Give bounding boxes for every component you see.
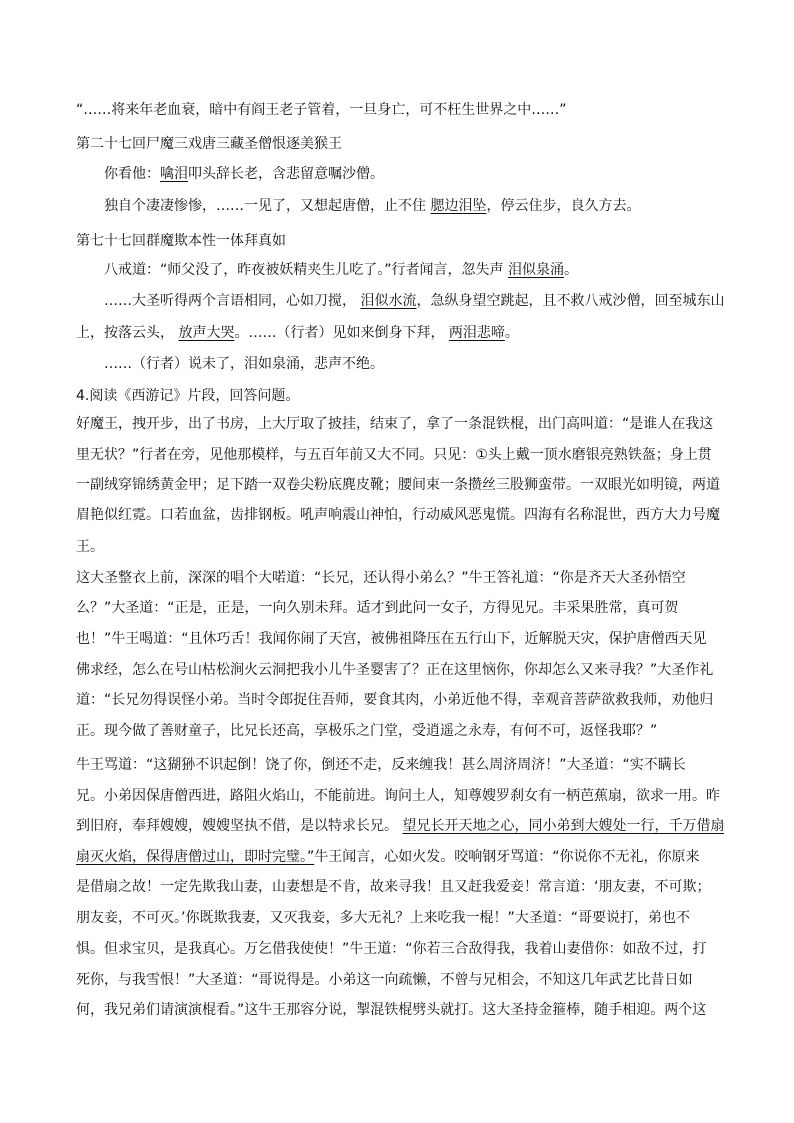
text-line: [104, 291, 724, 311]
text-line: 一副绒穿锦绣黄金甲；足下踏一双卷尖粉底麂皮靴；腰间束一条攒丝三股狮蛮带。一双眼光如明镜，两道: [76, 477, 720, 493]
text-segment: ，急纵身望空跳起，且不救八戒沙僧，回至城东山: [416, 293, 724, 309]
underlined-text: 望兄长开天地之心，同小弟到大嫂处一行，千万借扇: [402, 818, 724, 834]
text-line: 何，我兄弟们请演演棍看。”这牛王那容分说，掣混铁棍劈头就打。这大圣持金箍棒，随手相迎。两个这: [76, 1002, 707, 1018]
text-line: 眉艳似红霓。口若血盆，齿排钢板。吼声响震山神怕，行动威风恶鬼慌。四海有名称混世，西方大力号魔: [76, 507, 720, 523]
text-segment: 独自个凄凄惨惨，……一见了，又想起唐僧，止不住: [104, 198, 431, 214]
text-line: 这大圣整衣上前，深深的唱个大喏道：“长兄，还认得小弟么？”牛王答礼道：“你是齐天大圣孙悟空: [76, 570, 686, 586]
underlined-text: 泪似泉涌: [507, 262, 564, 278]
text-segment: 。……（行者）见如来倒身下拜，: [234, 325, 449, 341]
text-line: 佛求经，怎么在号山枯松涧火云洞把我小儿牛圣婴害了？正在这里恼你，你却怎么又来寻我？”大圣作礼: [76, 662, 714, 678]
text-line: ……（行者）说未了，泪如泉涌，悲声不绝。: [104, 356, 384, 372]
text-line: [76, 816, 724, 836]
text-line: 里无状？”行者在旁，见他那模样，与五百年前又大不同。只见：①头上戴一顶水磨银亮熟铁盔；身上贯: [76, 447, 712, 463]
text-segment: ，停云住步，良久方去。: [486, 198, 641, 214]
text-line: 第二十七回尸魔三戏唐三藏圣僧恨逐美猴王: [76, 136, 342, 152]
underlined-text: 扇灭火焰，保得唐僧过山，即时完璧。”: [76, 849, 315, 865]
text-line: 第七十七回群魔欺本性一体拜真如: [76, 233, 286, 249]
text-segment: 。: [504, 325, 519, 341]
text-segment: ……大圣听得两个言语相同，心如刀搅，: [104, 293, 361, 309]
text-line: 正。现今做了善财童子，比兄长还高，享极乐之门堂，受逍遥之永寿，有何不可，返怪我耶？”: [76, 723, 658, 739]
text-line: [104, 164, 724, 184]
text-segment: 到旧府，奉拜嫂嫂，嫂嫂坚执不借，是以特求长兄。: [76, 818, 403, 834]
text-line: 4.阅读《西游记》片段，回答问题。: [76, 388, 300, 404]
text-line: 牛王骂道：“这猢狲不识起倒！饶了你，倒还不走，反来缠我！甚么周济周济！”大圣道：“实不瞒长: [76, 757, 686, 773]
text-line: 兄。小弟因保唐僧西进，路阻火焰山，不能前进。询问土人，知尊嫂罗刹女有一柄芭蕉扇，欲求一用。昨: [76, 788, 720, 804]
text-line: “……将来年老血衰，暗中有阎王老子管着，一旦身亡，可不枉生世界之中……”: [76, 102, 567, 118]
underlined-text: 噙泪: [160, 166, 188, 182]
text-segment: 。: [563, 262, 578, 278]
text-segment: 叩头辞长老，含悲留意嘱沙僧。: [188, 166, 384, 182]
text-segment: 上，按落云头，: [76, 325, 179, 341]
underlined-text: 腮边泪坠: [430, 198, 487, 214]
text-line: 惧。但求宝贝，是我真心。万乞借我使使！”牛王道：“你若三合敌得我，我着山妻借你：如敌不过，打: [76, 941, 707, 957]
underlined-text: 放声大哭: [178, 325, 235, 341]
text-line: 朋友妾，不可灭。’你既欺我妻，又灭我妾，多大无礼？上来吃我一棍！”大圣道：“哥要说打，弟也不: [76, 910, 690, 926]
text-line: [76, 323, 724, 343]
text-line: 是借扇之故！一定先欺我山妻，山妻想是不肯，故来寻我！且又赶我爱妾！常言道：‘朋友妻，不可欺；: [76, 879, 711, 895]
text-segment: 牛王闻言，心如火发。咬响钢牙骂道：“你说你不无礼，你原来: [314, 849, 700, 865]
text-line: [76, 847, 724, 867]
text-line: 王。: [76, 539, 104, 555]
text-line: [104, 260, 724, 280]
text-segment: 你看他：: [104, 166, 160, 182]
text-line: 也！”牛王喝道：“且休巧舌！我闻你闹了天宫，被佛祖降压在五行山下，近解脱天灾，保护唐僧西天见: [76, 631, 707, 647]
text-segment: 八戒道：“师父没了，昨夜被妖精夹生儿吃了。”行者闻言，忽失声: [104, 262, 508, 278]
underlined-text: 两泪悲啼: [448, 325, 505, 341]
underlined-text: 泪似水流: [360, 293, 417, 309]
text-line: 死你，与我雪恨！”大圣道：“哥说得是。小弟这一向疏懒，不曾与兄相会，不知这几年武艺比昔日如: [76, 972, 693, 988]
text-line: 么？”大圣道：“正是，正是，一向久别未拜。适才到此问一女子，方得见兄。丰采果胜常，真可贺: [76, 600, 679, 616]
text-line: 道：“长兄勿得误怪小弟。当时令郎捉住吾师，要食其肉，小弟近他不得，幸观音菩萨欲救我师，劝他归: [76, 692, 714, 708]
text-line: [104, 196, 724, 216]
text-line: 好魔王，拽开步，出了书房，上大厅取了披挂，结束了，拿了一条混铁棍，出门高叫道：“是谁人在我这: [76, 416, 714, 432]
